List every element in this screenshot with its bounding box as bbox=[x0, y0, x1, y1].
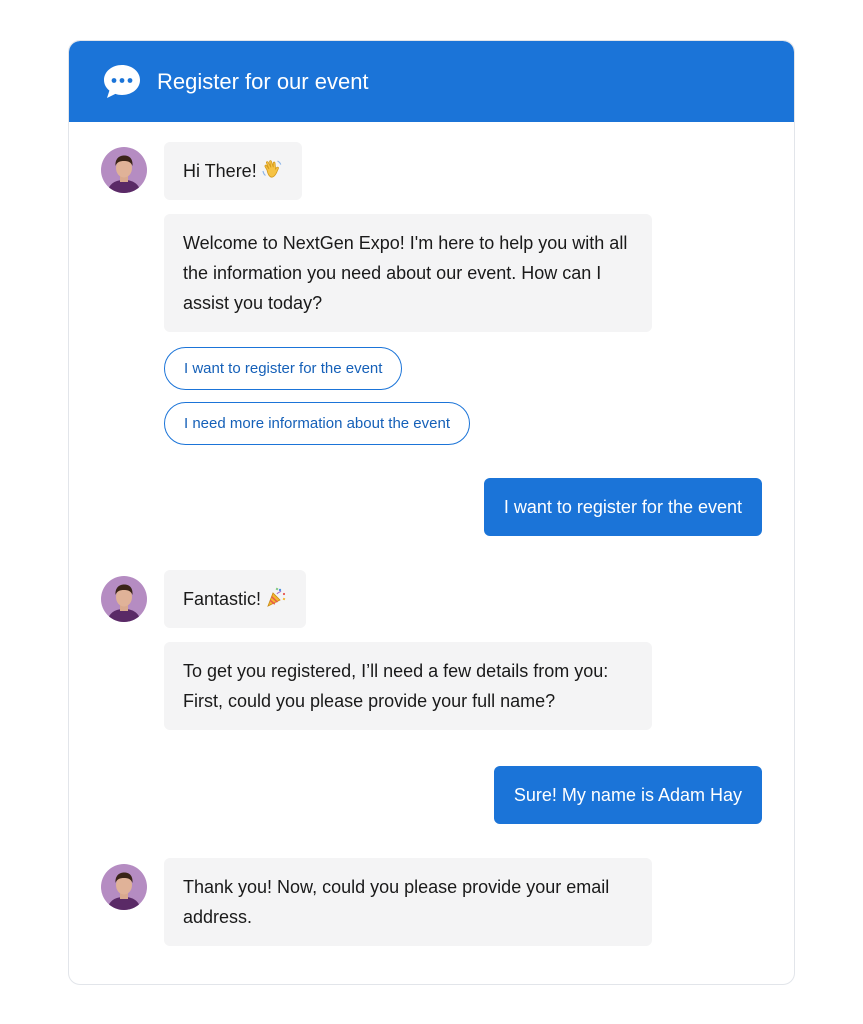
bot-avatar bbox=[101, 864, 147, 910]
user-message: Sure! My name is Adam Hay bbox=[494, 766, 762, 824]
bot-message bbox=[164, 570, 306, 628]
bot-avatar bbox=[101, 576, 147, 622]
user-message: I want to register for the event bbox=[484, 478, 762, 536]
chat-header bbox=[69, 41, 794, 122]
message-text: Fantastic! bbox=[183, 589, 262, 609]
avatar-icon bbox=[101, 864, 147, 910]
avatar-icon bbox=[101, 576, 147, 622]
bot-message bbox=[164, 142, 302, 200]
quick-reply-register[interactable]: I want to register for the event bbox=[164, 347, 402, 390]
chat-title: Register for our event bbox=[157, 69, 369, 94]
bot-message: Welcome to NextGen Expo! I'm here to help you with all the information you need about our event. How can I assist you today? bbox=[164, 214, 652, 332]
bot-message: Thank you! Now, could you please provide your email address. bbox=[164, 858, 652, 946]
chat-bubble-icon bbox=[101, 61, 143, 103]
chat-window bbox=[68, 40, 795, 985]
avatar-icon bbox=[101, 147, 147, 193]
bot-message: To get you registered, I’ll need a few details from you: First, could you please provide your full name? bbox=[164, 642, 652, 730]
waving-hand-icon bbox=[261, 158, 283, 180]
quick-reply-more-info[interactable]: I need more information about the event bbox=[164, 402, 470, 445]
message-text: Hi There! bbox=[183, 161, 257, 181]
bot-avatar bbox=[101, 147, 147, 193]
party-popper-icon bbox=[265, 586, 287, 608]
